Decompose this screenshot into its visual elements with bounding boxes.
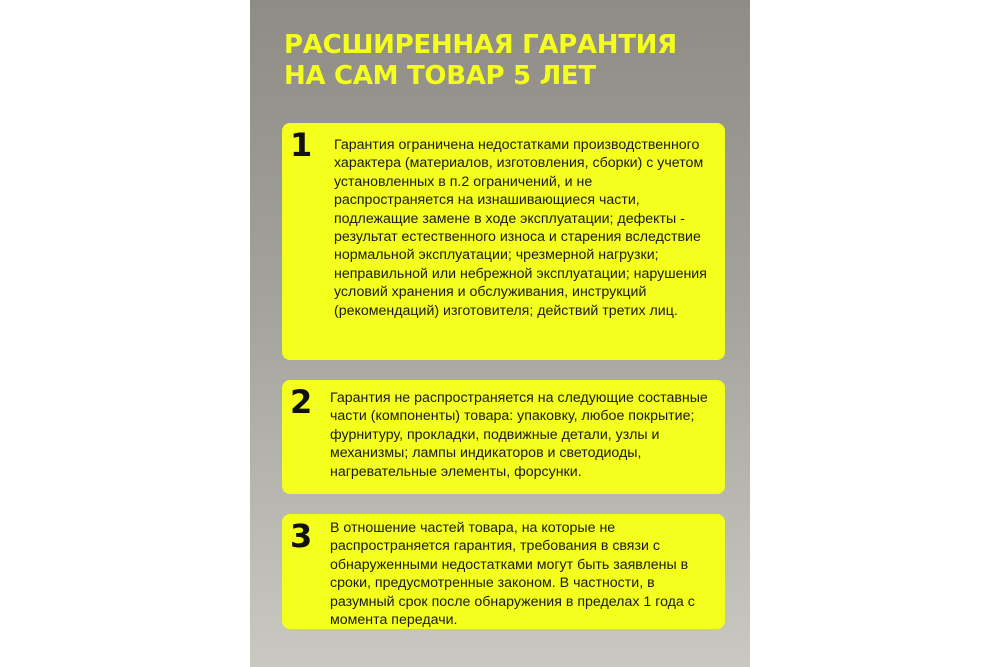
page-title bbox=[284, 30, 724, 92]
card-number: 3 bbox=[290, 517, 313, 555]
title-line-1: РАСШИРЕННАЯ ГАРАНТИЯ bbox=[284, 30, 677, 60]
warranty-card-1 bbox=[282, 123, 725, 360]
card-text: Гарантия ограничена недостатками производственного характера (материалов, изготовления, сборки) с учетом установленных в п.2 ограничений, и не распространяется на изнашивающиеся части, подлежащие замене в ходе эксплуатации; дефекты - результат естественного износа и старения вследствие нормальной эксплуатации; чрезмерной нагрузки; неправильной или небрежной эксплуатации; нарушения условий хранения и обслуживания, инструкций (рекомендаций) изготовителя; действий третих лиц. bbox=[334, 137, 707, 319]
title-line-2: НА САМ ТОВАР 5 ЛЕТ bbox=[284, 61, 596, 91]
warranty-card-2 bbox=[282, 380, 725, 494]
card-number: 2 bbox=[290, 383, 313, 421]
card-text: Гарантия не распространяется на следующие составные части (компоненты) товара: упаковку, любое покрытие; фурнитуру, прокладки, подвижные детали, узлы и механизмы; лампы индикаторов и светодиоды, нагревательные элементы, форсунки. bbox=[330, 390, 708, 480]
card-number: 1 bbox=[290, 126, 313, 164]
card-text: В отношение частей товара, на которые не распространяется гарантия, требования в связи с обнаруженными недостатками могут быть заявлены в сроки, предусмотренные законом. В частности, в разумный срок после обнаружения в пределах 1 года с момента передачи. bbox=[330, 520, 695, 629]
warranty-card-3 bbox=[282, 514, 725, 629]
